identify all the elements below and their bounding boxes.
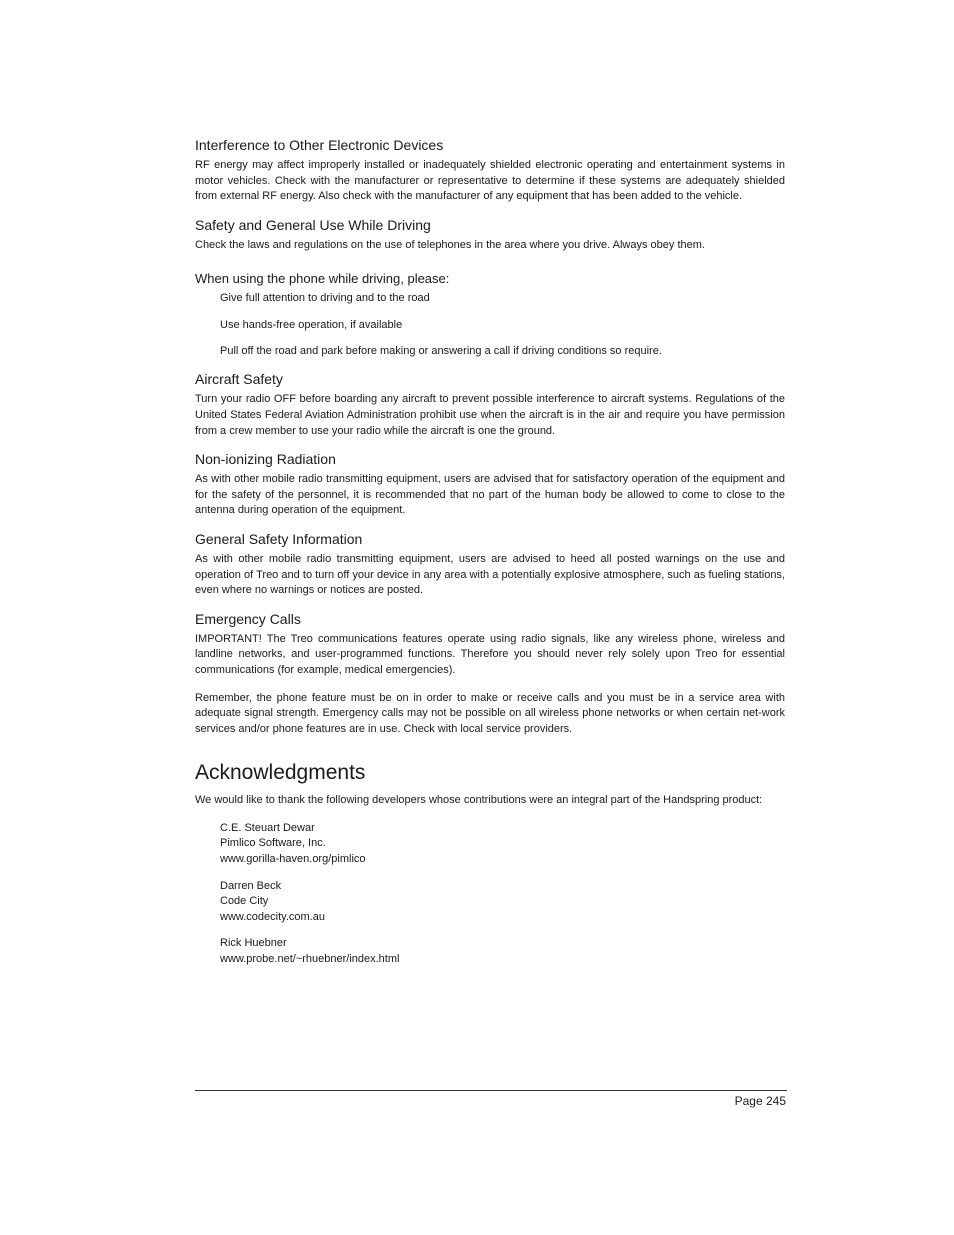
contributor-name: Darren Beck [220, 879, 282, 892]
section-body: IMPORTANT! The Treo communications features operate using radio signals, like any wireless phone, wireless and landline networks, and user-programmed functions. Therefore you should never rely solely upon Treo for essential communications (for example, medical emergencies). [195, 632, 785, 676]
list-item: Pull off the road and park before making or answering a call if driving conditions so require. [220, 345, 662, 358]
section-emergency [195, 611, 785, 738]
section-heading: Safety and General Use While Driving [195, 216, 431, 233]
page-content [195, 137, 785, 979]
footer-divider [195, 1090, 787, 1091]
section-radiation [195, 451, 785, 519]
contributor [220, 821, 785, 868]
list-item: Give full attention to driving and to the road [220, 292, 430, 305]
section-body: As with other mobile radio transmitting equipment, users are advised to heed all posted warnings on the use and operation of Treo and to turn off your device in any area with a potentially explosive atmosphere, such as fueling stations, even where no warnings or notices are posted. [195, 552, 785, 597]
section-body: Turn your radio OFF before boarding any aircraft to prevent possible interference to aircraft systems. Regulations of the United States Federal Aviation Administration prohibit use when the aircraft is in the air and require you have permission from a crew member to use your radio while the aircraft is one the ground. [195, 393, 785, 437]
contributors-list [220, 821, 785, 968]
section-body: Check the laws and regulations on the use of telephones in the area where you drive. Always obey them. [195, 238, 705, 251]
section-heading: Interference to Other Electronic Devices [195, 137, 444, 153]
driving-subheading: When using the phone while driving, please: [195, 271, 450, 287]
section-body: RF energy may affect improperly installed or inadequately shielded electronic operating and entertainment systems in motor vehicles. Check with the manufacturer or representative to determine if these systems are adequately shielded from external RF energy. Also check with the manufacturer of any equipment that has been added to the vehicle. [195, 159, 785, 203]
contributor-company: Pimlico Software, Inc. [220, 837, 326, 850]
section-aircraft [195, 371, 785, 439]
contributor-url: www.gorilla-haven.org/pimlico [220, 853, 366, 866]
section-heading: Emergency Calls [195, 610, 301, 627]
contributor-name: Rick Huebner [220, 937, 287, 950]
section-body-2: Remember, the phone feature must be on in order to make or receive calls and you must be in a service area with adequate signal strength. Emergency calls may not be possible on all wireless phone networks or when certain net-work services and/or phone features are in use. Check with local service providers. [195, 691, 785, 735]
contributor [220, 879, 785, 926]
section-heading: Aircraft Safety [195, 371, 283, 388]
driving-list [220, 291, 785, 359]
contributor-company: Code City [220, 895, 269, 908]
acknowledgments-title: Acknowledgments [195, 761, 366, 785]
page-number: Page 245 [734, 1094, 786, 1108]
section-heading: General Safety Information [195, 530, 363, 547]
acknowledgments-intro: We would like to thank the following developers whose contributions were an integral part of the Handspring product: [195, 794, 763, 807]
list-item: Use hands-free operation, if available [220, 318, 403, 331]
section-interference [195, 137, 785, 205]
contributor-url: www.probe.net/~rhuebner/index.html [220, 953, 400, 966]
section-general-safety [195, 531, 785, 599]
section-body: As with other mobile radio transmitting equipment, users are advised that for satisfactory operation of the equipment and for the safety of the personnel, it is recommended that no part of the human body be allowed to come to close to the antenna during operation of the equipment. [195, 473, 785, 517]
section-heading: Non-ionizing Radiation [195, 451, 336, 468]
contributor [220, 936, 785, 967]
section-driving [195, 217, 785, 360]
contributor-url: www.codecity.com.au [220, 910, 325, 923]
contributor-name: C.E. Steuart Dewar [220, 821, 315, 834]
